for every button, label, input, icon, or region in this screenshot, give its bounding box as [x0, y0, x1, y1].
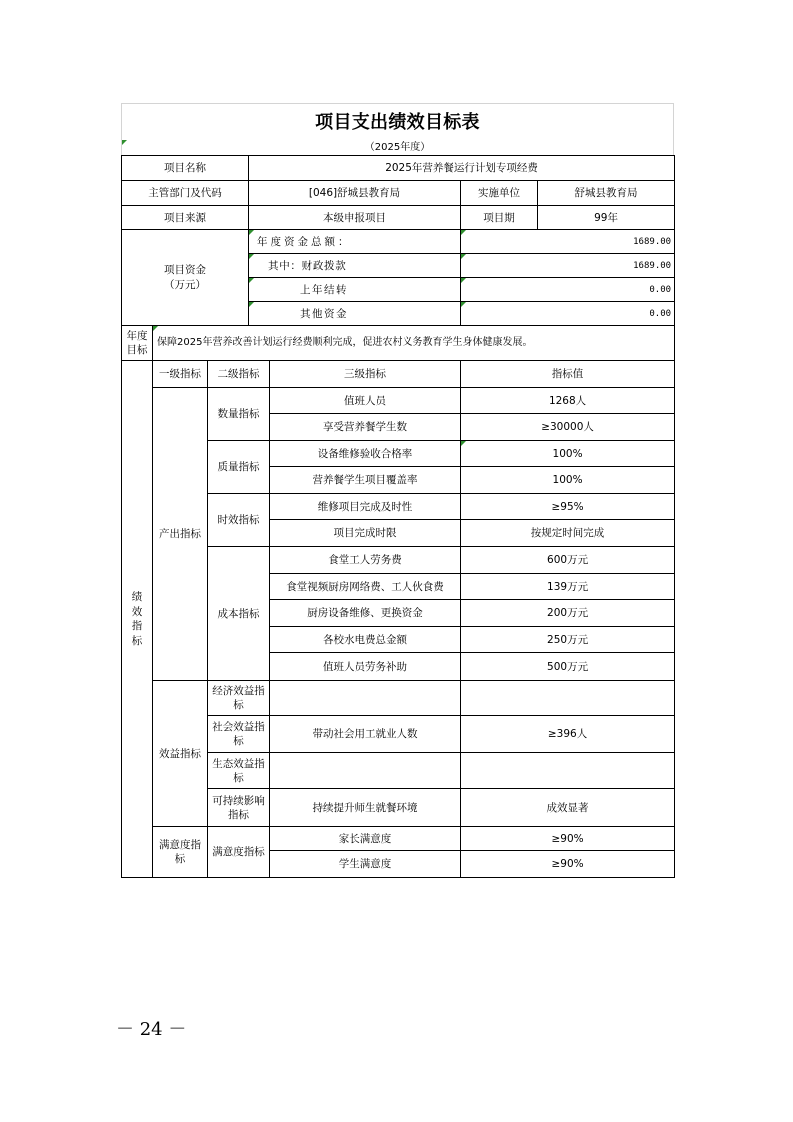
project-funds-cell	[122, 230, 249, 326]
level2-quantity: 数量指标	[208, 388, 270, 441]
table-row	[122, 681, 675, 716]
header-target-value: 指标值	[461, 361, 675, 388]
fiscal-year: （2025年度）	[122, 140, 673, 155]
fund-total-label: 年度资金总额：	[249, 230, 461, 254]
header-level3: 三级指标	[270, 361, 461, 388]
indicator-name: 厨房设备维修、更换资金	[270, 600, 461, 627]
page-title: 项目支出绩效目标表	[315, 112, 480, 133]
row-project-name	[122, 156, 675, 181]
indicator-name: 享受营养餐学生数	[270, 414, 461, 441]
row-fund-total	[122, 230, 675, 254]
performance-indicators-cell	[122, 361, 153, 878]
fund-fiscal-value: 1689.00	[461, 254, 675, 278]
level2-cost: 成本指标	[208, 547, 270, 681]
indicator-name: 食堂工人劳务费	[270, 547, 461, 574]
fund-fiscal-label: 其中：财政拨款	[249, 254, 461, 278]
indicator-name: 学生满意度	[270, 851, 461, 878]
level2-ecological: 生态效益指标	[208, 753, 270, 789]
row-project-source	[122, 206, 675, 230]
row-indicator-header	[122, 361, 675, 388]
indicator-value: 按规定时间完成	[461, 520, 675, 547]
empty-cell	[461, 681, 675, 716]
fund-total-value: 1689.00	[461, 230, 675, 254]
header-level1: 一级指标	[153, 361, 208, 388]
indicator-value: 100%	[461, 441, 675, 467]
indicator-value: 1268人	[461, 388, 675, 414]
indicator-value: ≥30000人	[461, 414, 675, 441]
empty-cell	[270, 753, 461, 789]
empty-cell	[270, 681, 461, 716]
implementing-unit-label: 实施单位	[461, 181, 538, 206]
indicator-value: 200万元	[461, 600, 675, 627]
level2-economic: 经济效益指标	[208, 681, 270, 716]
indicator-value: 600万元	[461, 547, 675, 574]
annual-goal-label: 年度目标	[126, 330, 148, 356]
project-name-value: 2025年营养餐运行计划专项经费	[249, 156, 675, 181]
level1-output: 产出指标	[153, 388, 208, 681]
indicator-name: 食堂视频厨房网络费、工人伙食费	[270, 574, 461, 600]
indicator-name: 带动社会用工就业人数	[270, 716, 461, 753]
performance-indicators-label: 绩效指标	[131, 591, 143, 647]
level2-satisfaction: 满意度指标	[208, 827, 270, 878]
indicator-value: 139万元	[461, 574, 675, 600]
implementing-unit-value: 舒城县教育局	[538, 181, 675, 206]
project-funds-unit: （万元）	[164, 278, 207, 291]
indicator-name: 营养餐学生项目覆盖率	[270, 467, 461, 494]
table-row	[122, 388, 675, 414]
indicator-value: ≥95%	[461, 494, 675, 520]
indicator-value: 250万元	[461, 627, 675, 653]
level2-timeliness: 时效指标	[208, 494, 270, 547]
indicator-name: 家长满意度	[270, 827, 461, 851]
fund-other-value: 0.00	[461, 302, 675, 326]
indicator-name: 值班人员	[270, 388, 461, 414]
annual-goal-text: 保障2025年营养改善计划运行经费顺利完成，促进农村义务教育学生身体健康发展。	[153, 326, 675, 361]
indicator-value: 100%	[461, 467, 675, 494]
indicator-value: ≥90%	[461, 851, 675, 878]
indicator-value: ≥396人	[461, 716, 675, 753]
project-source-value: 本级申报项目	[249, 206, 461, 230]
indicator-value: ≥90%	[461, 827, 675, 851]
level2-social: 社会效益指标	[208, 716, 270, 753]
title-block	[121, 103, 674, 155]
annual-goal-label-cell	[122, 326, 153, 361]
level1-satisfaction: 满意度指标	[153, 827, 208, 878]
level1-benefit: 效益指标	[153, 681, 208, 827]
row-department	[122, 181, 675, 206]
level2-quality: 质量指标	[208, 441, 270, 494]
empty-cell	[461, 753, 675, 789]
project-source-label: 项目来源	[122, 206, 249, 230]
indicator-name: 项目完成时限	[270, 520, 461, 547]
level2-sustainable: 可持续影响指标	[208, 789, 270, 827]
row-annual-goal	[122, 326, 675, 361]
fund-carryover-value: 0.00	[461, 278, 675, 302]
project-funds-label: 项目资金	[164, 263, 207, 276]
fund-other-label: 其他资金	[249, 302, 461, 326]
department-label: 主管部门及代码	[122, 181, 249, 206]
project-name-label: 项目名称	[122, 156, 249, 181]
indicator-name: 值班人员劳务补助	[270, 653, 461, 681]
fund-carryover-label: 上年结转	[249, 278, 461, 302]
department-value: [046]舒城县教育局	[249, 181, 461, 206]
project-period-label: 项目期	[461, 206, 538, 230]
project-period-value: 99年	[538, 206, 675, 230]
indicator-value: 500万元	[461, 653, 675, 681]
header-level2: 二级指标	[208, 361, 270, 388]
indicator-value: 成效显著	[461, 789, 675, 827]
indicator-name: 持续提升师生就餐环境	[270, 789, 461, 827]
indicator-name: 维修项目完成及时性	[270, 494, 461, 520]
page-number: － 24 －	[116, 1019, 187, 1040]
performance-target-table	[121, 155, 675, 878]
table-row	[122, 827, 675, 851]
indicator-name: 各校水电费总金额	[270, 627, 461, 653]
indicator-name: 设备维修验收合格率	[270, 441, 461, 467]
